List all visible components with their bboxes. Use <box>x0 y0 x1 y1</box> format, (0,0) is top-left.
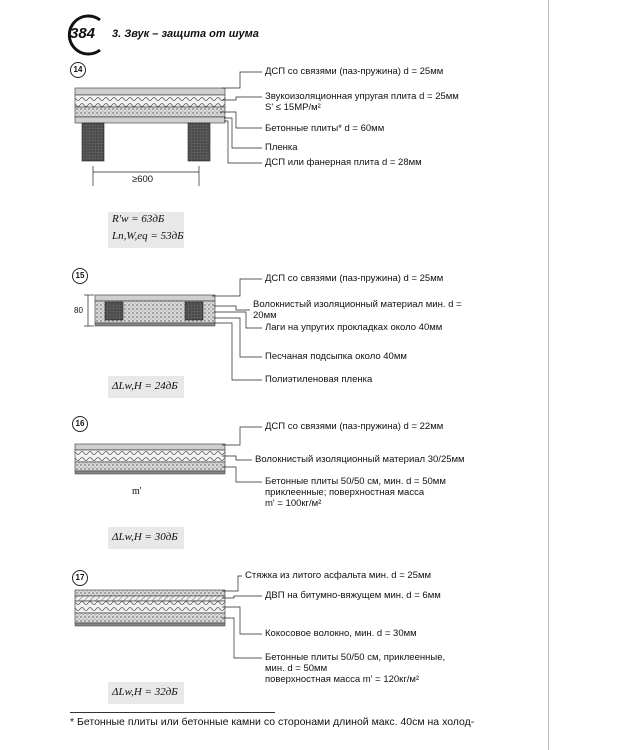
detail-17-drawing <box>75 576 262 658</box>
detail-15-dimension: 80 <box>74 306 83 315</box>
detail-14-label-2: Звукоизоляционная упругая плита d = 25мм <box>265 91 459 102</box>
detail-16-label-3: Бетонные плиты 50/50 см, мин. d = 50мм <box>265 476 446 487</box>
detail-14-dimension: ≥600 <box>132 174 154 185</box>
detail-14-rating-1: R'w = 63дБ <box>112 213 165 225</box>
detail-16-number: 16 <box>72 416 88 432</box>
detail-14-label-3: S' ≤ 15МР/м² <box>265 102 321 113</box>
detail-16-drawing <box>75 427 262 482</box>
detail-15-label-5: Полиэтиленовая пленка <box>265 374 373 385</box>
detail-15-drawing <box>84 279 262 380</box>
detail-17-label-6: поверхностная масса m' = 120кг/м² <box>265 674 420 685</box>
detail-14-number: 14 <box>70 62 86 78</box>
detail-14-rating-2: Ln,W,eq = 53дБ <box>112 230 184 242</box>
detail-15-label-1: ДСП со связями (паз-пружина) d = 25мм <box>265 273 444 284</box>
detail-14-label-6: ДСП или фанерная плита d = 28мм <box>265 157 422 168</box>
footnote: * Бетонные плиты или бетонные камни со сторонами длиной макс. 40см на холод- <box>70 716 475 728</box>
detail-17-number: 17 <box>72 570 88 586</box>
detail-16-label-2: Волокнистый изоляционный материал 30/25мм <box>255 454 465 465</box>
page-number: 384 <box>70 25 96 42</box>
detail-17-label-3: Кокосовое волокно, мин. d = 30мм <box>265 628 417 639</box>
detail-16-rating: ΔLw,H = 30дБ <box>112 531 178 543</box>
detail-15-label-4: Песчаная подсыпка около 40мм <box>265 351 407 362</box>
footnote-rule <box>70 712 275 713</box>
detail-15-number: 15 <box>72 268 88 284</box>
detail-17-label-4: Бетонные плиты 50/50 см, приклеенные, <box>265 652 446 663</box>
detail-16-mass-label: m' <box>132 486 142 497</box>
detail-17-rating: ΔLw,H = 32дБ <box>112 686 178 698</box>
detail-14-drawing <box>75 72 262 186</box>
detail-14-label-4: Бетонные плиты* d = 60мм <box>265 123 385 134</box>
detail-16-label-1: ДСП со связями (паз-пружина) d = 22мм <box>265 421 444 432</box>
detail-14-label-5: Пленка <box>265 142 298 153</box>
detail-17-label-2: ДВП на битумно-вяжущем мин. d = 6мм <box>265 590 441 601</box>
detail-15-rating: ΔLw,H = 24дБ <box>112 380 178 392</box>
detail-15-label-3: Лаги на упругих прокладках около 40мм <box>265 322 443 333</box>
detail-16-label-5: m' = 100кг/м² <box>265 498 322 509</box>
detail-15-label-2: Волокнистый изоляционный материал мин. d = 20мм <box>253 299 462 321</box>
detail-17-label-1: Стяжка из литого асфальта мин. d = 25мм <box>245 570 432 581</box>
detail-16-label-4: приклеенные; поверхностная масса <box>265 487 425 498</box>
detail-14-label-1: ДСП со связями (паз-пружина) d = 25мм <box>265 66 444 77</box>
detail-17-label-5: мин. d = 50мм <box>265 663 328 674</box>
chapter-title: 3. Звук – защита от шума <box>112 28 259 40</box>
